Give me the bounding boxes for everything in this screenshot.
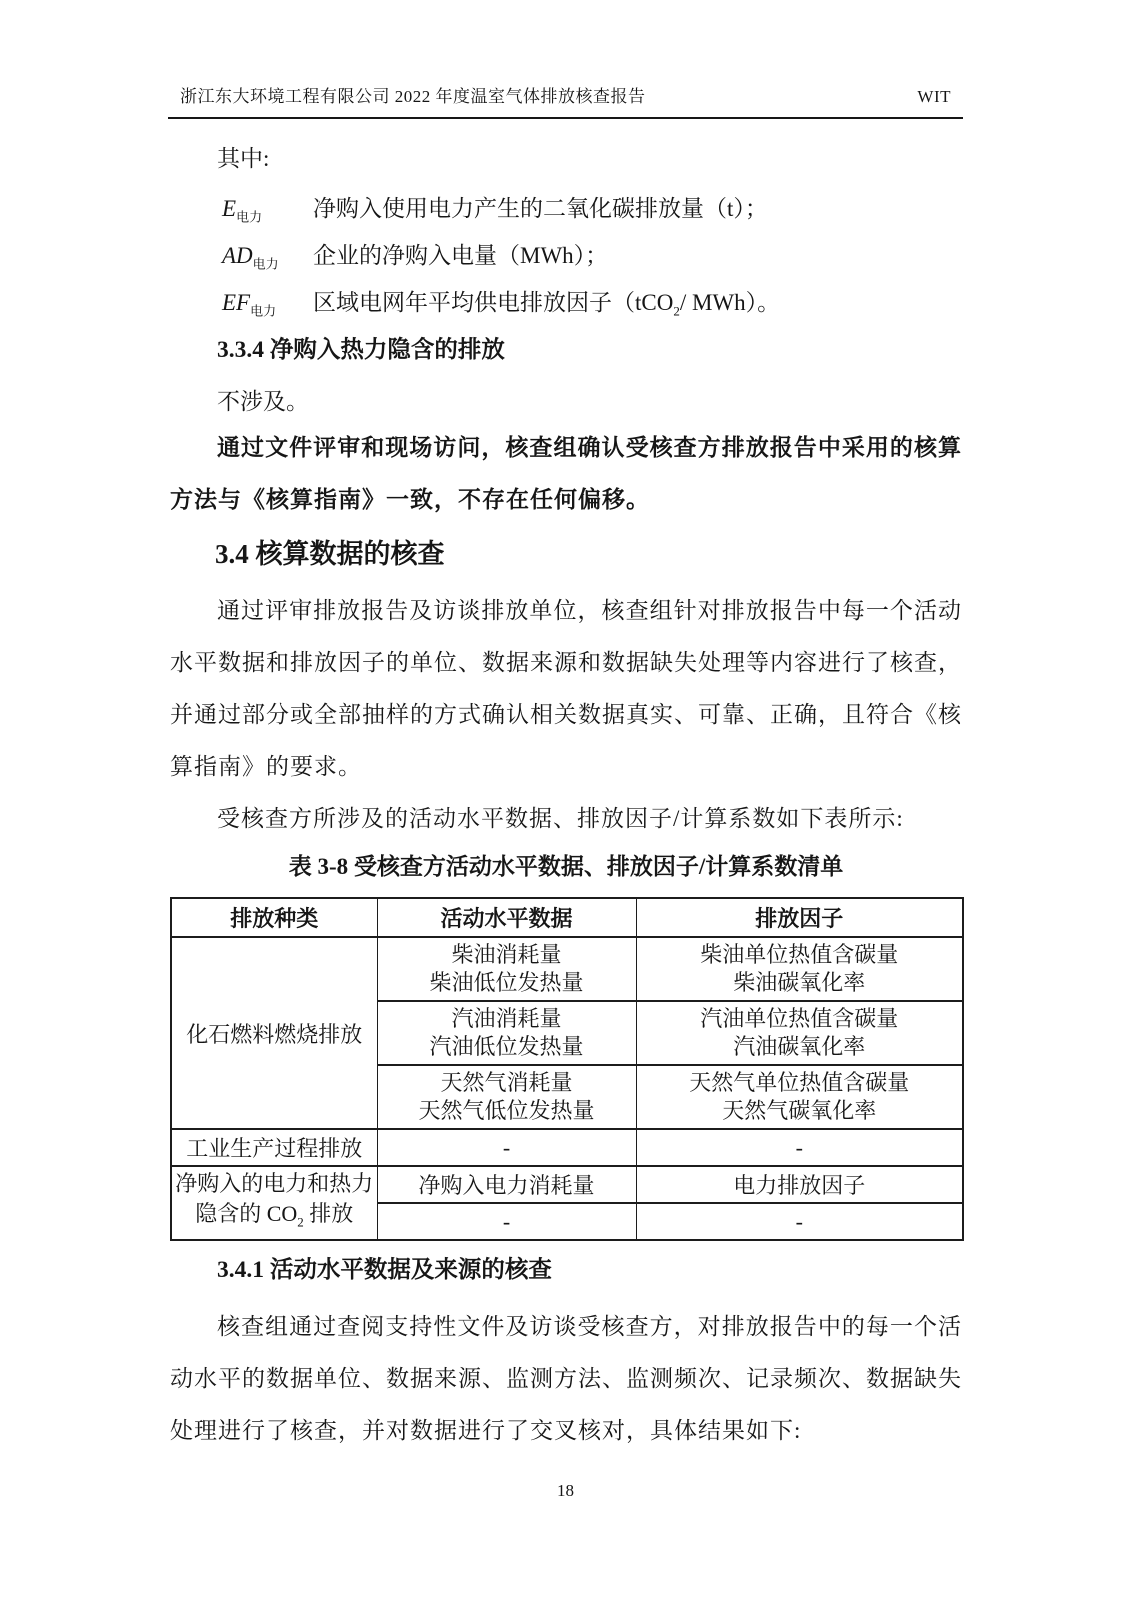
page-content	[170, 117, 962, 1457]
table-header-row	[171, 898, 963, 937]
section-3-4-paragraph: 通过评审排放报告及访谈排放单位，核查组针对排放报告中每一个活动水平数据和排放因子的单位、数据来源和数据缺失处理等内容进行了核查，并通过部分或全部抽样的方式确认相关数据真实、可靠、正确，且符合《核算指南》的要求。	[170, 598, 962, 779]
header-org-mark: WIT	[917, 87, 951, 106]
diesel-activity-cell: 柴油消耗量 柴油低位发热量	[377, 937, 636, 1001]
gasoline-factor-cell: 汽油单位热值含碳量 汽油碳氧化率	[636, 1001, 963, 1065]
section-3-4-1-paragraph: 核查组通过查阅支持性文件及访谈受核查方，对排放报告中的每一个活动水平的数据单位、数据来源、监测方法、监测频次、记录频次、数据缺失处理进行了核查，并对数据进行了交叉核对，具体结果如下:	[170, 1314, 962, 1443]
table-intro-line: 受核查方所涉及的活动水平数据、排放因子/计算系数如下表所示:	[217, 806, 904, 831]
symbol-e-power: $E_{电力}$	[222, 196, 263, 225]
natural-gas-activity-cell: 天然气消耗量 天然气低位发热量	[377, 1065, 636, 1129]
table-row-purchased-power	[171, 1166, 963, 1203]
symbol-ef-power: $EF_{电力}$	[222, 290, 277, 319]
definition-text: 净购入使用电力产生的二氧化碳排放量（t）；	[313, 196, 768, 221]
table-3-8-caption: 表 3-8 受核查方活动水平数据、排放因子/计算系数清单	[288, 854, 844, 879]
fossil-fuel-group-cell: 化石燃料燃烧排放	[171, 937, 377, 1129]
purchased-power-activity-cell: 净购入电力消耗量	[377, 1166, 636, 1203]
lead-label: 其中:	[217, 146, 270, 171]
section-heading-3-4: 3.4 核算数据的核查	[215, 539, 445, 569]
purchased-heat-activity-cell: -	[377, 1203, 636, 1240]
table-row-diesel	[171, 937, 963, 1001]
diesel-factor-cell: 柴油单位热值含碳量 柴油碳氧化率	[636, 937, 963, 1001]
definition-text: 区域电网年平均供电排放因子（tCO$_2$/ MWh）。	[313, 290, 781, 319]
column-header-emission-factor: 排放因子	[636, 898, 963, 937]
purchased-power-group-cell: 净购入的电力和热力 隐含的 $CO_2$ 排放	[171, 1166, 377, 1240]
industrial-process-factor-cell: -	[636, 1129, 963, 1166]
column-header-emission-type: 排放种类	[171, 898, 377, 937]
definition-row-ad-power	[170, 237, 962, 272]
definition-text: 企业的净购入电量（MWh）；	[313, 243, 609, 268]
definition-row-e-power	[170, 190, 962, 225]
purchased-power-factor-cell: 电力排放因子	[636, 1166, 963, 1203]
verification-conclusion-note: 通过文件评审和现场访问，核查组确认受核查方排放报告中采用的核算方法与《核算指南》一致，不存在任何偏移。	[170, 435, 962, 512]
gasoline-activity-cell: 汽油消耗量 汽油低位发热量	[377, 1001, 636, 1065]
header-report-title: 浙江东大环境工程有限公司 2022 年度温室气体排放核查报告	[180, 87, 646, 106]
activity-data-table	[170, 897, 964, 1241]
natural-gas-factor-cell: 天然气单位热值含碳量 天然气碳氧化率	[636, 1065, 963, 1129]
definition-row-ef-power	[170, 284, 962, 319]
page-header	[168, 82, 963, 119]
column-header-activity-data: 活动水平数据	[377, 898, 636, 937]
page-number: 18	[557, 1481, 574, 1500]
section-3-3-4-body: 不涉及。	[217, 389, 309, 414]
table-row-industrial-process	[171, 1129, 963, 1166]
purchased-heat-factor-cell: -	[636, 1203, 963, 1240]
section-heading-3-3-4: 3.3.4 净购入热力隐含的排放	[217, 337, 505, 363]
industrial-process-label-cell: 工业生产过程排放	[171, 1129, 377, 1166]
industrial-process-activity-cell: -	[377, 1129, 636, 1166]
symbol-ad-power: $AD_{电力}$	[222, 243, 279, 272]
section-heading-3-4-1: 3.4.1 活动水平数据及来源的核查	[217, 1257, 552, 1283]
